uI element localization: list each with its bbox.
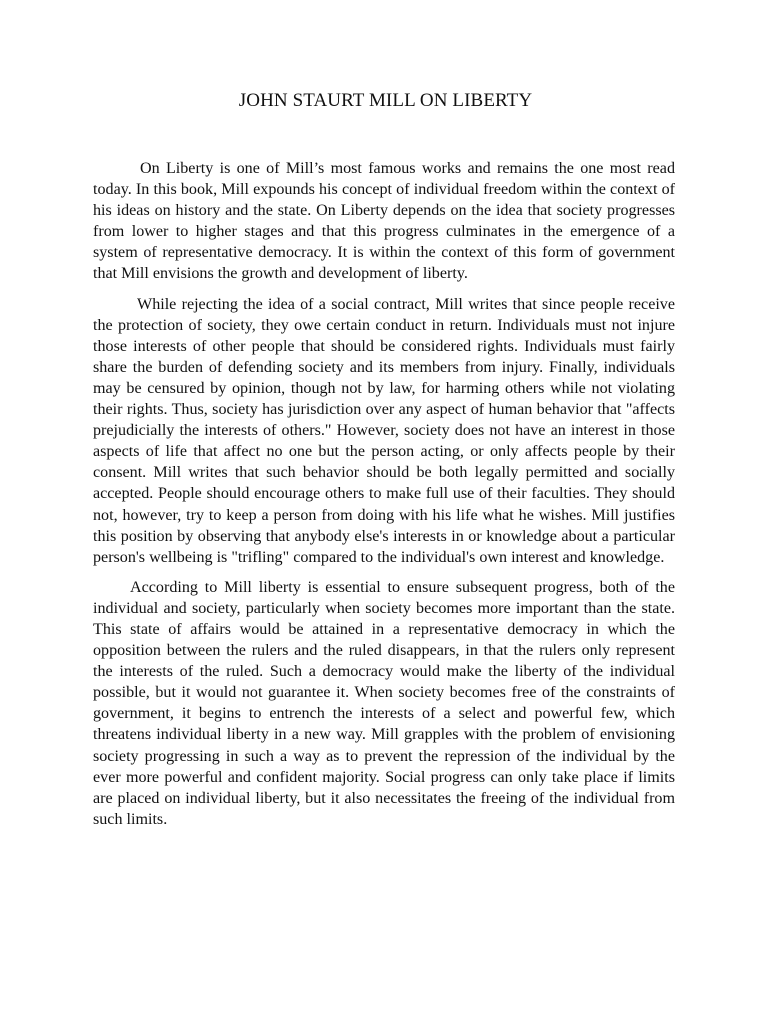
paragraph-2: While rejecting the idea of a social contract, Mill writes that since people receive the protection of society, they owe certain conduct in return. Individuals must not injure those interests of other people that should be considered rights. Individuals must fairly share the burden of defending society and its members from injury. Finally, individuals may be censured by opinion, though not by law, for harming others while not violating their rights. Thus, society has jurisdiction over any aspect of human behavior that "affects prejudicially the interests of others." However, society does not have an interest in those aspects of life that affect no one but the person acting, or only affects people by their consent. Mill writes that such behavior should be both legally permitted and socially accepted. People should encourage others to make full use of their faculties. They should not, however, try to keep a person from doing with his life what he wishes. Mill justifies this position by observing that anybody else's interests in or knowledge about a particular person's wellbeing is "trifling" compared to the individual's own interest and knowledge. bbox=[93, 295, 675, 566]
paragraph-3: According to Mill liberty is essential to ensure subsequent progress, both of the individual and society, particularly when society becomes more important than the state. This state of affairs would be attained in a representative democracy in which the opposition between the rulers and the ruled disappears, in that the rulers only represent the interests of the ruled. Such a democracy would make the liberty of the individual possible, but it would not guarantee it. When society becomes free of the constraints of government, it begins to entrench the interests of a select and powerful few, which threatens individual liberty in a new way. Mill grapples with the problem of envisioning society progressing in such a way as to prevent the repression of the individual by the ever more powerful and confident majority. Social progress can only take place if limits are placed on individual liberty, but it also necessitates the freeing of the individual from such limits. bbox=[93, 578, 675, 828]
paragraph-1: On Liberty is one of Mill’s most famous works and remains the one most read today. In this book, Mill expounds his concept of individual freedom within the context of his ideas on history and the state. On Liberty depends on the idea that society progresses from lower to higher stages and that this progress culminates in the emergence of a system of representative democracy. It is within the context of this form of government that Mill envisions the growth and development of liberty. bbox=[93, 160, 675, 283]
page-title: JOHN STAURT MILL ON LIBERTY bbox=[238, 90, 533, 111]
